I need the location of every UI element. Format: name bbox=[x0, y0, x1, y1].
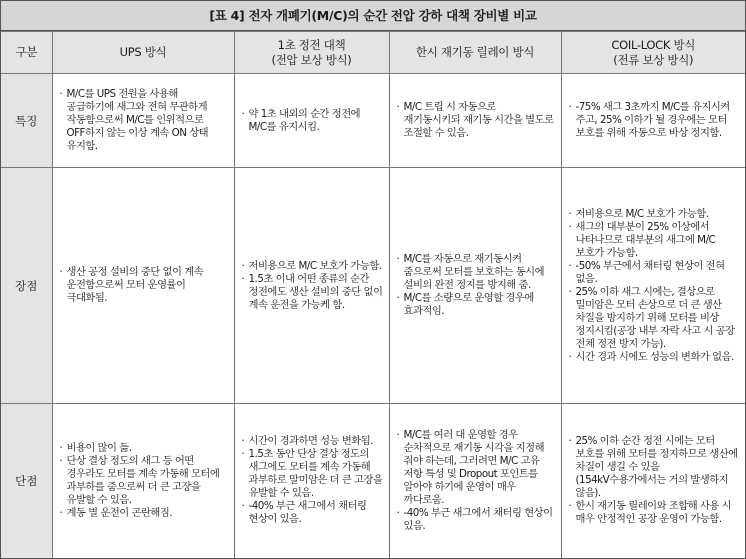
cell-features-ups bbox=[52, 74, 234, 168]
list-item: · 약 1초 내외의 순간 정전에 M/C를 유지시킴. bbox=[249, 108, 383, 134]
list-item: · M/C를 여러 대 운영할 경우 순차적으로 재기동 시각을 지정해 줘야 하는데, 그러려면 M/C 고유 저항 특성 및 Dropout 포인트를 알아야 하기에 운영이 매우 까다로움. bbox=[404, 429, 555, 507]
list-item: · 25% 이하 새그 시에는, 결상으로 밀미암은 모터 손상으로 더 큰 생산 차질을 방지하기 위해 모터를 비상 정지시킴(공장 내부 자락 사고 시 공장 전체 정전 방지 가능). bbox=[576, 286, 740, 351]
row-label-features: 특징 bbox=[1, 74, 52, 168]
list-item: · 비용이 많이 듦. bbox=[67, 442, 228, 455]
list-item: · 25% 이하 순간 정전 시에는 모터 보호를 위해 모터를 정지하므로 생산에 차질이 생길 수 있음(154kV수용가에서는 거의 발생하지 않음). bbox=[576, 435, 740, 500]
list-item: · -50% 부근에서 채터링 현상이 전혀 없음. bbox=[576, 260, 740, 286]
cell-pros-relay bbox=[389, 168, 561, 404]
header-coil-lock-line1: COIL-LOCK 방식 bbox=[611, 37, 696, 52]
cell-features-one-second bbox=[234, 74, 389, 168]
row-cons bbox=[1, 404, 745, 558]
cell-features-relay bbox=[389, 74, 561, 168]
comparison-table bbox=[1, 31, 745, 558]
list-item: · M/C를 자동으로 재기동시켜 줌으로써 모터를 보호하는 동시에 설비의 완전 정지를 방지해 줌. bbox=[404, 253, 555, 292]
list-item: · 시간 경과 시에도 성능의 변화가 없음. bbox=[576, 351, 740, 364]
list-item: · M/C 트립 시 자동으로 재기동시키되 재기동 시간을 별도로 조절할 수 있음. bbox=[404, 101, 555, 140]
list-item: · 새그의 대부분이 25% 이상에서 나타나므로 대부분의 새그에 M/C 보호가 가능함. bbox=[576, 221, 740, 260]
row-label-pros: 장점 bbox=[1, 168, 52, 404]
header-relay: 한시 재기동 릴레이 방식 bbox=[389, 32, 561, 74]
header-ups: UPS 방식 bbox=[52, 32, 234, 74]
header-row bbox=[1, 32, 745, 74]
cell-features-coil-lock bbox=[561, 74, 745, 168]
cell-cons-relay bbox=[389, 404, 561, 558]
cell-pros-coil-lock bbox=[561, 168, 745, 404]
cell-pros-ups bbox=[52, 168, 234, 404]
list-item: · -75% 새그 3초까지 M/C를 유지시켜 주고, 25% 이하가 될 경우에는 모터 보호를 위해 자동으로 바상 정지함. bbox=[576, 101, 740, 140]
list-item: · 생산 공정 설비의 중단 없이 계속 운전함으로써 모터 운영률이 극대화됨. bbox=[67, 266, 228, 305]
header-coil-lock bbox=[561, 32, 745, 74]
cell-cons-one-second bbox=[234, 404, 389, 558]
list-item: · -40% 부근 새그에서 채터링 현상이 있음. bbox=[249, 500, 383, 526]
cell-cons-ups bbox=[52, 404, 234, 558]
table-title: [표 4] 전자 개폐기(M/C)의 순간 전압 강하 대책 장비별 비교 bbox=[1, 1, 745, 31]
list-item: · M/C를 소량으로 운영할 경우에 효과적임. bbox=[404, 292, 555, 318]
row-label-cons: 단점 bbox=[1, 404, 52, 558]
list-item: · 1.5초 이내 어떤 종류의 순간 정전에도 생산 설비의 중단 없이 계속 운전을 가능케 함. bbox=[249, 273, 383, 312]
cell-cons-coil-lock bbox=[561, 404, 745, 558]
row-features bbox=[1, 74, 745, 168]
list-item: · M/C를 UPS 전원을 사용해 공급하기에 새그와 전혀 무관하게 작동함으로써 M/C를 인위적으로 OFF하지 않는 이상 계속 ON 상태 유지함. bbox=[67, 88, 228, 153]
list-item: · -40% 부근 새그에서 채터링 현상이 있음. bbox=[404, 507, 555, 533]
header-category: 구분 bbox=[1, 32, 52, 74]
list-item: · 저비용으로 M/C 보호가 가능함. bbox=[576, 208, 740, 221]
cell-pros-one-second bbox=[234, 168, 389, 404]
header-one-second-line2: (전압 보상 방식) bbox=[271, 52, 352, 67]
list-item: · 단상 결상 정도의 새그 등 어떤 경우라도 모터를 계속 가동해 모터에 과부하를 줌으로써 더 큰 고장을 유발할 수 있음. bbox=[67, 455, 228, 507]
row-pros bbox=[1, 168, 745, 404]
list-item: · 시간이 경과하면 성능 변화됨. bbox=[249, 435, 383, 448]
list-item: · 한시 재기동 릴레이와 조합해 사용 시 매우 안정적인 공장 운영이 가능함. bbox=[576, 500, 740, 526]
list-item: · 1.5초 동안 단상 결상 정도의 새그에도 모터를 계속 가동해 과부하로 말미암은 더 큰 고장을 유발할 수 있음. bbox=[249, 448, 383, 500]
list-item: · 계동 별 운전이 곤란해짐. bbox=[67, 507, 228, 520]
header-one-second bbox=[234, 32, 389, 74]
header-one-second-line1: 1초 정전 대책 bbox=[277, 37, 346, 52]
header-coil-lock-line2: (전류 보상 방식) bbox=[613, 52, 694, 67]
list-item: · 저비용으로 M/C 보호가 가능함. bbox=[249, 260, 383, 273]
